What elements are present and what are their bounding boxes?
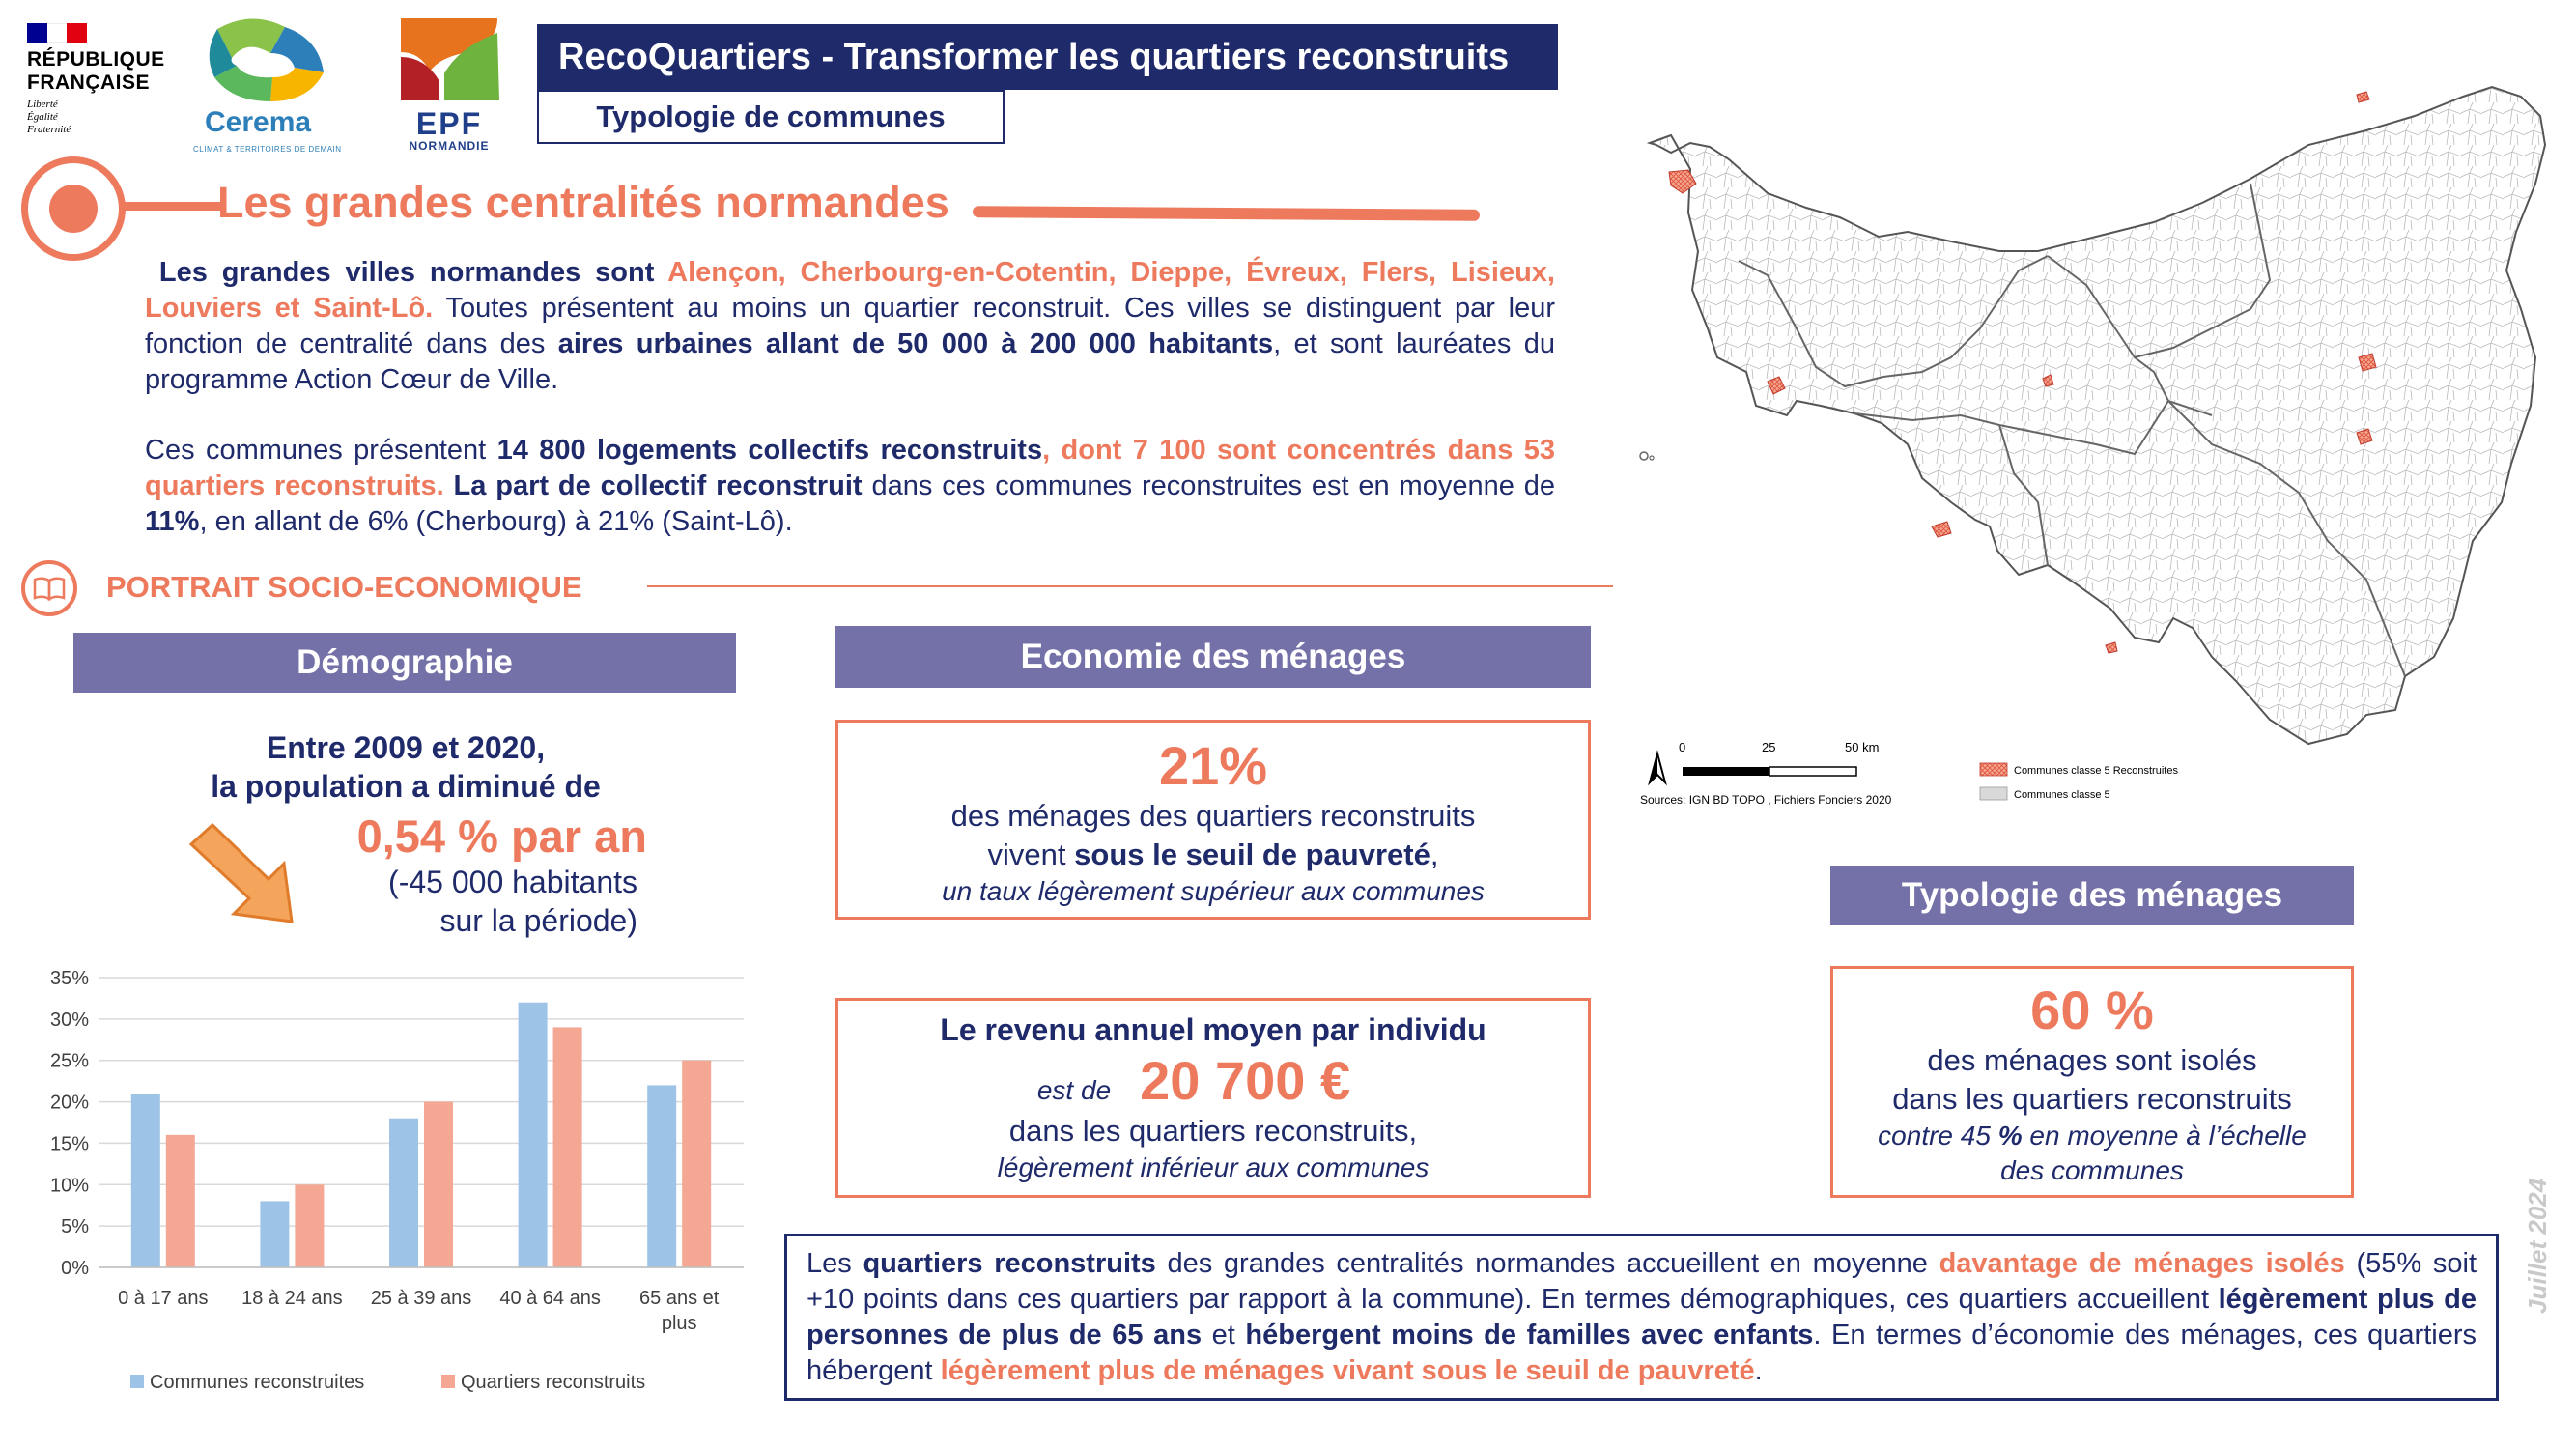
section-heading [21,156,1470,263]
cerema-logo [193,10,348,154]
cerema-tagline: CLIMAT & TERRITOIRES DE DEMAIN [193,145,342,154]
page-title: RecoQuartiers - Transformer les quartiers reconstruits [537,24,1558,90]
summary-box [784,1234,2499,1401]
isolated-line-2: dans les quartiers reconstruits [1892,1082,2292,1116]
portrait-heading [21,560,1615,618]
epf-emblem-icon [391,14,507,110]
revenue-note: légèrement inférieur aux communes [997,1152,1430,1182]
isolated-note-1 [1833,1119,2351,1153]
heading-underline [973,206,1480,221]
bar-quartiers [295,1184,324,1267]
intro-paragraph-1 [145,255,1555,398]
normandy-map [1632,39,2560,811]
isolated-note-2: des communes [2000,1155,2184,1185]
down-arrow-icon [184,823,309,929]
legend-swatch-reconstructed [1980,763,2007,776]
legend-label-2: Communes classe 5 [2014,789,2110,801]
scale-50: 50 km [1845,740,1880,754]
summary-b: quartiers reconstruits [863,1248,1156,1279]
y-tick-label: 25% [49,1050,89,1072]
revenue-value: 20 700 € [1140,1050,1351,1111]
summary-c: des grandes centralités normandes accueillent en moyenne [1155,1248,1939,1279]
legend-label-1: Communes classe 5 Reconstruites [2014,765,2178,777]
bar-quartiers [166,1135,195,1267]
y-tick-label: 15% [49,1133,89,1155]
legend-swatch-class5 [1980,787,2007,800]
epf-name: EPF [415,106,483,141]
poverty-line-2c: , [1430,838,1439,871]
isolated-note-c: en moyenne à l’échelle [2022,1121,2307,1151]
rf-line1: RÉPUBLIQUE [27,48,165,71]
intro-p2-f: dans ces communes reconstruites est en moyenne de [862,470,1555,501]
x-tick-label: 0 à 17 ans [118,1288,209,1309]
poverty-line-1: des ménages des quartiers reconstruits [950,799,1476,833]
north-arrow-icon [1650,753,1665,782]
legend-label: Quartiers reconstruits [461,1372,646,1393]
summary-f: légèrement plus de personnes de plus de 65 ans [807,1284,2477,1350]
revenue-value-row [800,1049,1588,1112]
intro-p2-g: 11% [145,506,200,537]
y-tick-label: 0% [61,1258,89,1279]
rf-motto-3: Fraternité [27,124,71,135]
y-tick-label: 5% [61,1216,89,1238]
cerema-emblem-icon [193,10,348,106]
intro-p2-h: , en allant de 6% (Cherbourg) à 21% (Saint-Lô). [199,506,793,537]
isolated-line-1: des ménages sont isolés [1927,1043,2257,1077]
intro-p1-c: aires urbaines allant de 50 000 à 200 000 habitants [557,328,1274,359]
demo-note-1: (-45 000 habitants [388,865,637,899]
epf-normandie-logo [391,14,507,153]
demographie-banner: Démographie [73,633,736,693]
intro-p2-e: La part de collectif reconstruit [453,470,863,501]
bar-communes [131,1094,160,1267]
book-icon [21,560,77,616]
bar-communes [389,1119,418,1267]
demo-line-1: Entre 2009 et 2020, [266,730,546,765]
summary-e: (55% soit +10 points dans ces quartiers par rapport à la commune). En termes démographiques, ces quartiers accueillent [807,1248,2477,1315]
demo-note [328,863,637,940]
summary-g: et [1202,1320,1246,1350]
y-tick-label: 30% [49,1009,89,1031]
legend-swatch [130,1375,144,1388]
intro-cities: Alençon, Cherbourg-en-Cotentin, Dieppe, Évreux, Flers, Lisieux, Louviers et Saint-Lô. [145,257,1555,324]
summary-text [807,1246,2477,1389]
epf-sub: NORMANDIE [409,139,490,153]
revenue-line: dans les quartiers reconstruits, [1008,1114,1418,1148]
section-title: Les grandes centralités normandes [217,178,949,227]
x-tick-label: plus [661,1313,697,1334]
intro-p2-d [444,470,454,501]
economie-banner: Economie des ménages [835,626,1591,688]
intro-p1-b: Toutes présentent au moins un quartier reconstruit. Ces villes se distinguent par leur fonction de centralité dans des [145,293,1555,359]
x-tick-label: 18 à 24 ans [241,1288,343,1309]
x-tick-label: 65 ans et [639,1288,720,1309]
scale-0: 0 [1679,740,1686,754]
region-outline [1650,87,2545,744]
poverty-note: un taux légèrement supérieur aux communes [942,876,1485,906]
summary-d: davantage de ménages isolés [1939,1248,2345,1279]
rf-motto-2: Égalité [27,111,58,123]
age-bar-chart [29,952,763,1415]
poverty-value: 21% [1158,735,1268,796]
bar-quartiers [682,1061,711,1267]
legend-label: Communes reconstruites [150,1372,365,1393]
page-subtitle: Typologie de communes [537,90,1005,144]
target-icon [21,156,126,261]
map-source: Sources: IGN BD TOPO , Fichiers Fonciers 2020 [1640,793,1892,807]
bar-quartiers [424,1102,453,1267]
rf-line2: FRANÇAISE [27,71,151,94]
date-label: Juillet 2024 [2523,1178,2552,1314]
demo-value: 0,54 % par an [356,810,647,862]
summary-h: hébergent moins de familles avec enfants [1245,1320,1814,1350]
y-tick-label: 35% [49,968,89,989]
x-tick-label: 40 à 64 ans [499,1288,601,1309]
legend-swatch [441,1375,455,1388]
poverty-box [835,720,1591,920]
demo-note-2: sur la période) [439,903,637,938]
scale-25: 25 [1762,740,1776,754]
y-tick-label: 10% [49,1175,89,1197]
intro-p2-c: , dont 7 100 sont concentrés dans 53 quartiers reconstruits. [145,435,1555,501]
isolated-note-b: % [1997,1121,2023,1151]
x-tick-label: 25 à 39 ans [370,1288,472,1309]
intro-p1-d: , et sont lauréates du programme Action Cœur de Ville. [145,328,1555,395]
revenue-prefix: est de [1036,1075,1112,1105]
isolated-households-box [1830,966,2354,1198]
poverty-line-2b: sous le seuil de pauvreté [1074,838,1430,871]
bar-communes [260,1201,289,1267]
summary-i: . En termes d’économie des ménages, ces quartiers hébergent [807,1320,2477,1386]
intro-p2-b: 14 800 logements collectifs reconstruits [496,435,1043,466]
bar-communes [519,1003,548,1267]
scale-bar [1683,767,1769,776]
portrait-rule [647,585,1613,587]
map-svg [1632,39,2560,811]
summary-a: Les [807,1248,863,1279]
summary-k: . [1754,1355,1763,1386]
revenue-title: Le revenu annuel moyen par individu [940,1012,1486,1047]
heading-connector [118,202,224,211]
demo-line-2: la population a diminué de [211,769,601,804]
typologie-banner: Typologie des ménages [1830,866,2354,925]
isolated-value: 60 % [2030,980,2154,1040]
poverty-line-2 [838,836,1588,874]
flag-icon [27,23,87,43]
poverty-line-2a: vivent [987,838,1075,871]
intro-paragraph-2 [145,433,1555,540]
y-tick-label: 20% [49,1092,89,1114]
intro-p1-a: Les grandes villes normandes sont [158,257,668,288]
bar-communes [647,1085,676,1267]
cerema-name: Cerema [205,106,312,138]
portrait-title: PORTRAIT SOCIO-ECONOMIQUE [106,570,582,604]
bar-quartiers [553,1027,582,1267]
isolated-note-a: contre 45 [1878,1121,1998,1151]
rf-motto-1: Liberté [27,99,58,110]
intro-p2-a: Ces communes présentent [145,435,497,466]
revenue-box [835,998,1591,1198]
summary-j: légèrement plus de ménages vivant sous le seuil de pauvreté [940,1355,1755,1386]
republique-francaise-logo [27,23,172,149]
